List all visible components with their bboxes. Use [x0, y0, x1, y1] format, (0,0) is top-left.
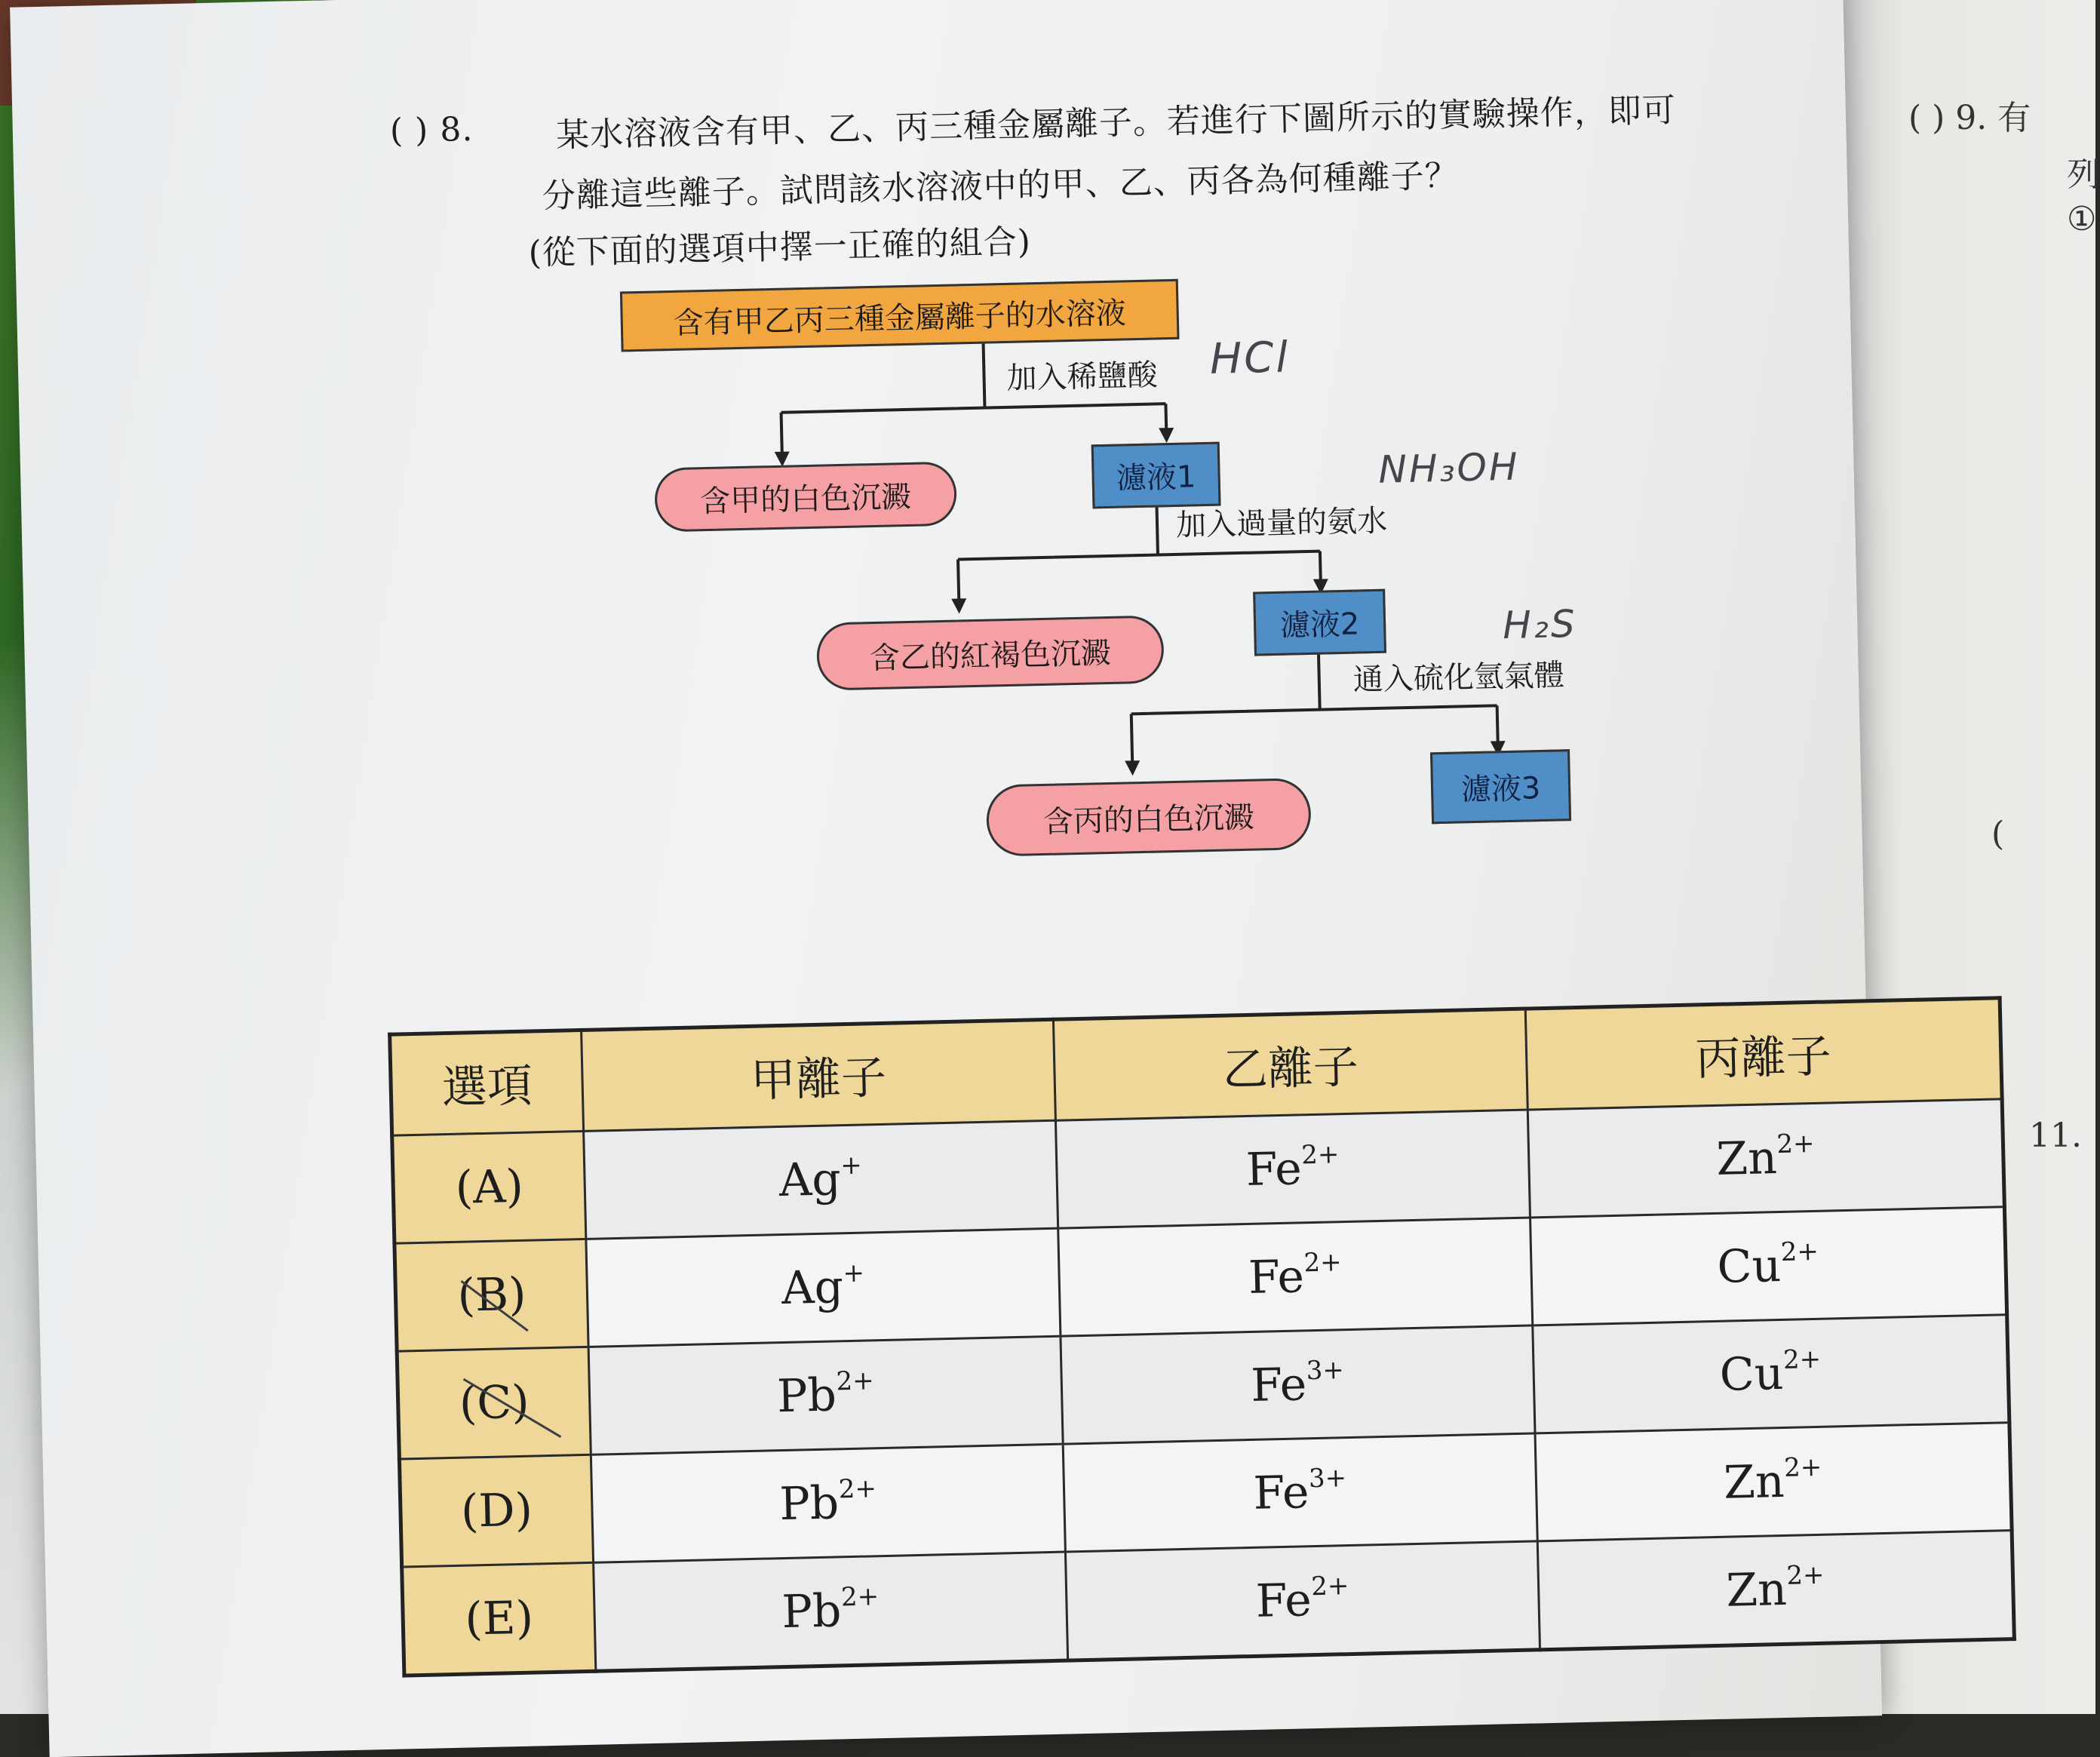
header-ion-c: 丙離子 — [1525, 998, 2002, 1110]
ion-a-cell: Ag+ — [584, 1120, 1058, 1239]
exam-page — [10, 0, 1882, 1757]
step2-reagent-label: 加入過量的氨水 — [1175, 503, 1388, 543]
option-label[interactable]: (D) — [399, 1454, 593, 1567]
header-option: 選項 — [390, 1030, 584, 1135]
right-page-text: ① — [2067, 200, 2097, 238]
step1-handwritten-note: HCl — [1209, 333, 1291, 384]
precipitate-1: 含甲的白色沉澱 — [654, 462, 957, 533]
ion-a-cell: $Pb^{2+}$ — [594, 1552, 1068, 1671]
ion-b-cell: $Fe^{2+}$ — [1055, 1110, 1530, 1228]
step3-reagent-label: 通入硫化氫氣體 — [1352, 658, 1565, 698]
question-text-line1: 某水溶液含有甲、乙、丙三種金屬離子。若進行下圖所示的實驗操作，即可 — [555, 91, 1677, 155]
filtrate-1: 濾液1 — [1091, 442, 1221, 509]
step1-reagent-label: 加入稀鹽酸 — [1006, 358, 1159, 396]
option-label[interactable]: (C) — [397, 1347, 591, 1459]
filtrate-3: 濾液3 — [1430, 749, 1571, 824]
ion-a-cell: $Pb^{2+}$ — [591, 1444, 1065, 1562]
option-label[interactable]: (E) — [402, 1562, 596, 1676]
ion-b-cell: $Fe^{2+}$ — [1065, 1541, 1540, 1660]
ion-c-cell: $Cu^{2+}$ — [1532, 1315, 2009, 1433]
filtrate-2: 濾液2 — [1253, 589, 1386, 656]
ion-a-cell: Ag+ — [586, 1228, 1061, 1347]
right-page-text: 列 — [2067, 155, 2100, 194]
step3-handwritten-note: H₂S — [1502, 601, 1578, 648]
ion-a-cell: $Pb^{2+}$ — [588, 1336, 1063, 1454]
question-text-line2: 分離這些離子。試問該水溶液中的甲、乙、丙各為何種離子？ — [542, 156, 1460, 216]
ion-c-cell: $Zn^{2+}$ — [1537, 1531, 2014, 1650]
option-label[interactable]: (B) — [395, 1239, 588, 1351]
right-page-question-9: ( ) 9. 有 — [1908, 99, 2031, 137]
answer-options-table — [388, 996, 2016, 1677]
ion-c-cell: $Cu^{2+}$ — [1530, 1207, 2006, 1325]
right-page-question-11: 11. — [2029, 1117, 2082, 1155]
question-number: ( ) 8. — [389, 109, 474, 151]
flowchart-start-solution: 含有甲乙丙三種金屬離子的水溶液 — [620, 279, 1180, 352]
ion-b-cell: $Fe^{2+}$ — [1058, 1218, 1533, 1336]
header-ion-a: 甲離子 — [582, 1019, 1056, 1131]
precipitate-2: 含乙的紅褐色沉澱 — [816, 615, 1165, 690]
ion-c-cell: $Zn^{2+}$ — [1527, 1099, 2004, 1218]
header-ion-b: 乙離子 — [1053, 1009, 1527, 1120]
ion-c-cell: $Zn^{2+}$ — [1535, 1423, 2012, 1541]
question-text-line3: (從下面的選項中擇一正確的組合) — [528, 223, 1032, 273]
ion-b-cell: $Fe^{3+}$ — [1063, 1433, 1537, 1552]
right-page-text: ( — [1991, 815, 2005, 853]
option-label[interactable]: (A) — [392, 1131, 586, 1243]
precipitate-3: 含丙的白色沉澱 — [986, 778, 1312, 857]
ion-b-cell: $Fe^{3+}$ — [1061, 1325, 1535, 1444]
step2-handwritten-note: NH₃OH — [1377, 444, 1521, 492]
